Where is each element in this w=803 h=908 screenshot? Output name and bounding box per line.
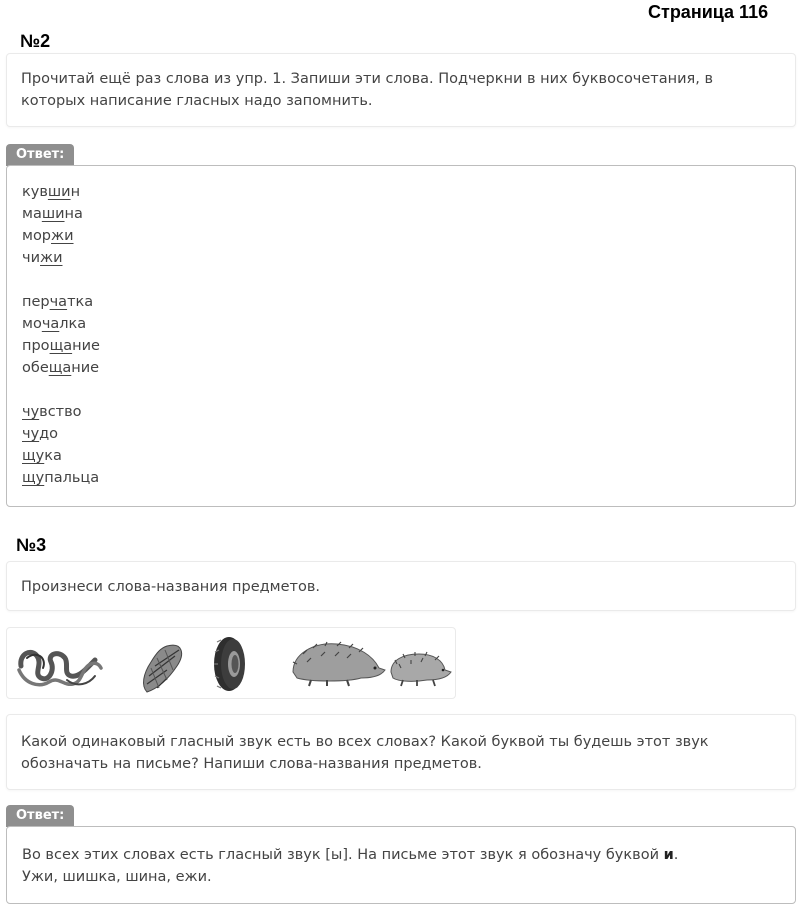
task-3-answer-tab: Ответ: — [6, 805, 74, 827]
task-2-number: №2 — [20, 31, 51, 51]
answer-word — [22, 225, 780, 247]
task-3-question-card — [6, 714, 796, 790]
task-2-instruction: Прочитай ещё раз слова из упр. 1. Запиши эти слова. Подчеркни в них буквосочетания, в которых написание гласных надо запомнить. — [21, 71, 714, 109]
hedgehogs-icon — [293, 642, 451, 686]
word-part: лка — [59, 316, 87, 332]
underlined-letters: жи — [40, 250, 63, 266]
answer-line-1-text: Во всех этих словах есть гласный звук [ы]. На письме этот звук я обозначу буквой — [22, 847, 664, 863]
task-3-question: Какой одинаковый гласный звук есть во всех словах? Какой буквой ты будешь этот звук обозначать на письме? Напиши слова-названия предметов. — [21, 734, 709, 772]
answer-word — [22, 445, 780, 467]
tire-icon — [214, 637, 245, 691]
word-part: тка — [67, 294, 94, 310]
word-part: обе — [22, 360, 49, 376]
pine-cone-icon — [144, 645, 182, 692]
task-3-instruction-card — [6, 561, 796, 611]
snakes-icon — [19, 652, 101, 684]
page-label: Страница 116 — [648, 2, 769, 22]
word-part: вство — [39, 404, 82, 420]
word-part: ка — [44, 448, 62, 464]
answer-word — [22, 313, 780, 335]
answer-line-1-end: . — [673, 847, 679, 863]
task-2-answer-box — [6, 165, 796, 507]
underlined-letters: жи — [51, 228, 74, 244]
answer-word — [22, 247, 780, 269]
answer-word — [22, 335, 780, 357]
answer-word — [22, 181, 780, 203]
underlined-letters: чу — [22, 426, 40, 442]
word-part: про — [22, 338, 50, 354]
word-group-gap — [22, 379, 780, 401]
word-group-gap — [22, 269, 780, 291]
word-part: ма — [22, 206, 42, 222]
underlined-letters: щу — [22, 448, 45, 464]
underlined-letters: ча — [49, 294, 68, 310]
word-part: кув — [22, 184, 48, 200]
task-3-answer-line-1 — [22, 844, 780, 866]
word-part: мо — [22, 316, 42, 332]
word-part: мор — [22, 228, 52, 244]
underlined-letters: щу — [22, 470, 45, 486]
answer-word — [22, 291, 780, 313]
answer-letter: и — [663, 847, 674, 863]
word-part: до — [39, 426, 59, 442]
underlined-letters: чу — [22, 404, 40, 420]
task-3-answer-box — [6, 826, 796, 904]
answer-word — [22, 357, 780, 379]
word-part: на — [64, 206, 83, 222]
task-3-answer-line-2: Ужи, шишка, шина, ежи. — [22, 869, 212, 885]
task-2-answer-tab: Ответ: — [6, 144, 74, 166]
task-3-instruction: Произнеси слова-названия предметов. — [21, 579, 320, 595]
word-part: ние — [72, 338, 100, 354]
underlined-letters: ши — [47, 184, 71, 200]
task-2-instruction-card — [6, 53, 796, 127]
task-3-images — [6, 627, 456, 699]
word-part: ние — [71, 360, 100, 376]
underlined-letters: ши — [41, 206, 65, 222]
answer-word — [22, 203, 780, 225]
word-part: чи — [22, 250, 40, 266]
underlined-letters: ща — [49, 338, 73, 354]
answer-word — [22, 467, 780, 489]
word-part: н — [70, 184, 81, 200]
answer-word — [22, 423, 780, 445]
task-3-number: №3 — [16, 535, 47, 555]
answer-word — [22, 401, 780, 423]
underlined-letters: ча — [41, 316, 60, 332]
word-part: пер — [22, 294, 50, 310]
underlined-letters: ща — [48, 360, 72, 376]
word-part: пальца — [44, 470, 100, 486]
